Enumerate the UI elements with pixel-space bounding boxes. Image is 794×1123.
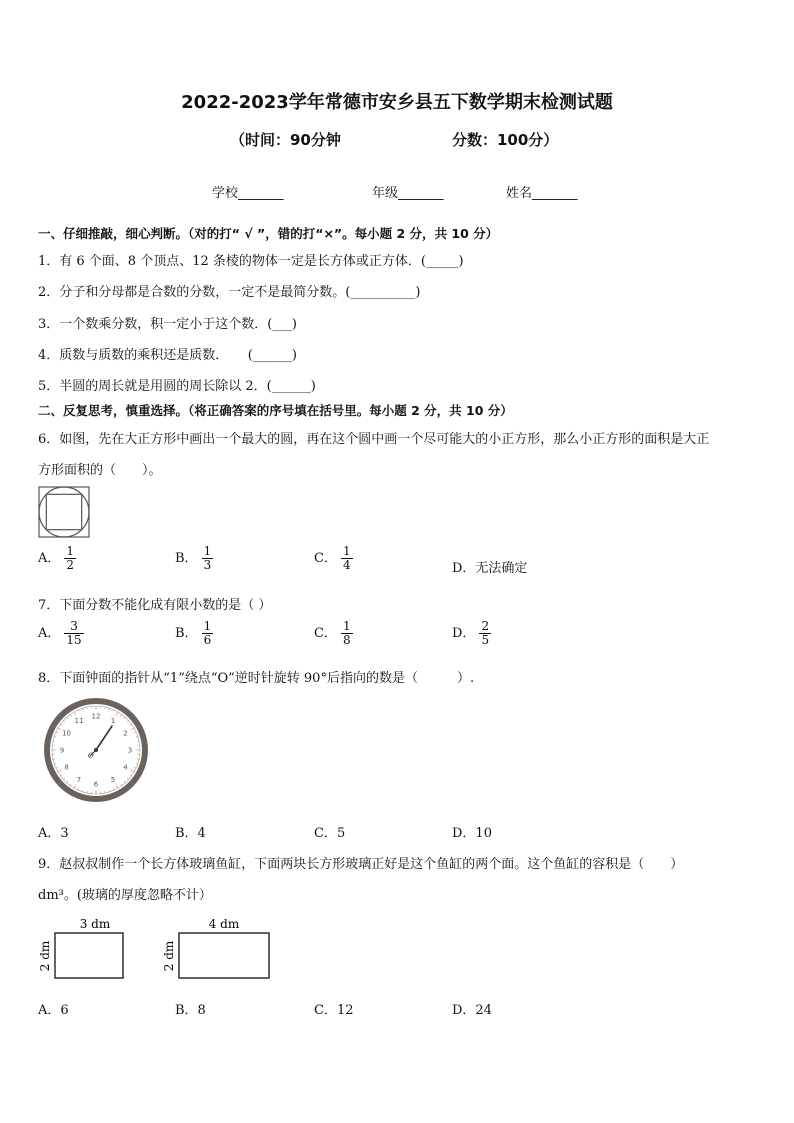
q9-text-line2: dm³。(玻璃的厚度忽略不计） [38,888,212,903]
clock-number-6: 6 [93,780,99,789]
q6-option-d[interactable]: D．无法确定 [452,561,528,576]
clock-number-5: 5 [110,775,116,784]
q1-text: 1．有 6 个面、8 个顶点、12 条棱的物体一定是长方体或正方体．(_____) [38,254,464,269]
section1-heading: 一、仔细推敲，细心判断。（对的打“ √ ”，错的打“×”。每小题 2 分，共 10 分） [38,226,499,241]
q2-text: 2．分子和分母都是合数的分数，一定不是最简分数。(__________) [38,285,421,300]
section2-heading: 二、反复思考，慎重选择。（将正确答案的序号填在括号里。每小题 2 分，共 10 分） [38,403,513,418]
q6-text-line1: 6．如图，先在大正方形中画出一个最大的圆，再在这个圆中画一个尽可能大的小正方形，那么小正方形的面积是大正 [38,432,710,447]
q9-text-line1: 9．赵叔叔制作一个长方体玻璃鱼缸，下面两块长方形玻璃正好是这个鱼缸的两个面。这个鱼缸的容积是（ ） [38,857,684,872]
clock-number-2: 2 [123,729,128,738]
clock-number-10: 10 [62,729,72,738]
q6-option-a[interactable]: A． $\frac{1}{2}$ [38,544,75,572]
q7-option-d[interactable]: D． $\frac{2}{5}$ [452,619,490,647]
exam-score: 分数：100分） [452,131,559,149]
glass-panel-1 [55,933,123,978]
glass-panels-figure [36,912,286,984]
rect2-top-label: 4 dm [208,917,240,931]
page-title: 2022-2023学年常德市安乡县五下数学期末检测试题 [181,92,613,113]
q7-option-c[interactable]: C． $\frac{1}{8}$ [314,619,351,647]
q9-option-b[interactable]: B．8 [175,1003,206,1018]
rect2-side-label: 2 dm [162,940,176,972]
q8-option-a[interactable]: A．3 [38,826,69,841]
square-circle-figure [38,486,92,540]
q9-option-a[interactable]: A．6 [38,1003,69,1018]
clock-center-label: O [88,752,94,760]
q3-text: 3．一个数乘分数，积一定小于这个数．(___) [38,317,297,332]
q9-option-d[interactable]: D．24 [452,1003,492,1018]
q8-text: 8．下面钟面的指针从“1”绕点“O”逆时针旋转 90°后指向的数是（ ）. [38,671,475,686]
glass-panel-2 [179,933,269,978]
clock-number-8: 8 [64,763,69,772]
grade-field[interactable]: 年级_______ [372,186,444,201]
q5-text: 5．半圆的周长就是用圆的周长除以 2．(______) [38,379,316,394]
q6-option-b[interactable]: B． $\frac{1}{3}$ [175,544,212,572]
q9-option-c[interactable]: C．12 [314,1003,354,1018]
q7-option-b[interactable]: B． $\frac{1}{6}$ [175,619,212,647]
q7-option-a[interactable]: A． $\frac{3}{15}$ [38,619,82,647]
rect1-top-label: 3 dm [79,917,111,931]
clock-figure [42,698,150,802]
clock-number-4: 4 [123,763,128,772]
exam-time: （时间：90分钟 [230,131,341,149]
name-field[interactable]: 姓名_______ [506,186,578,201]
rect1-side-label: 2 dm [38,940,52,972]
q8-option-d[interactable]: D．10 [452,826,492,841]
q8-option-c[interactable]: C．5 [314,826,346,841]
clock-number-9: 9 [59,746,65,755]
q6-text-line2: 方形面积的（ ）。 [38,463,162,478]
school-field[interactable]: 学校_______ [212,186,284,201]
clock-number-12: 12 [91,712,101,721]
clock-number-3: 3 [127,746,133,755]
clock-number-11: 11 [74,717,84,726]
q6-option-c[interactable]: C． $\frac{1}{4}$ [314,544,351,572]
q7-text: 7．下面分数不能化成有限小数的是（ ） [38,598,272,613]
clock-number-1: 1 [110,717,116,726]
q8-option-b[interactable]: B．4 [175,826,206,841]
clock-number-7: 7 [76,775,82,784]
q4-text: 4．质数与质数的乘积还是质数． (______) [38,348,297,363]
